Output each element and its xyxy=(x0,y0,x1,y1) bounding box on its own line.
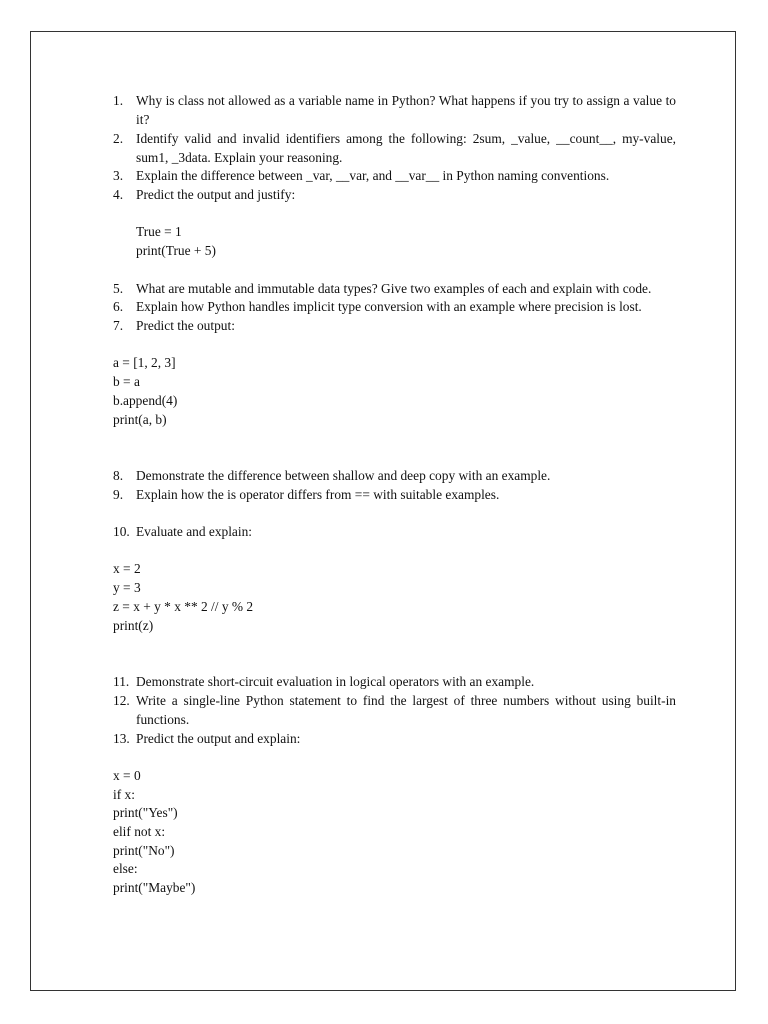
code-line: print("No") xyxy=(113,843,175,858)
question-text: What are mutable and immutable data types? Give two examples of each and explain with code. xyxy=(136,281,652,296)
question-text: Evaluate and explain: xyxy=(136,524,253,539)
question-text: Why is class not allowed as a variable name in Python? What happens if you try to assign a value to it? xyxy=(136,93,676,127)
question-number: 12. xyxy=(113,693,130,708)
question-text: Explain the difference between _var, __var, and __var__ in Python naming conventions. xyxy=(136,168,610,183)
code-line: else: xyxy=(113,861,138,876)
question-number: 5. xyxy=(113,281,124,296)
code-line: z = x + y * x ** 2 // y % 2 xyxy=(113,599,254,614)
code-line: print(a, b) xyxy=(113,412,167,427)
question-number: 7. xyxy=(113,318,124,333)
question-text: Predict the output and justify: xyxy=(136,187,296,202)
code-line: print(True + 5) xyxy=(136,243,216,258)
question-text: Demonstrate short-circuit evaluation in logical operators with an example. xyxy=(136,674,535,689)
code-line: elif not x: xyxy=(113,824,166,839)
code-line: print("Yes") xyxy=(113,805,178,820)
question-number: 3. xyxy=(113,168,124,183)
question-text: Demonstrate the difference between shallow and deep copy with an example. xyxy=(136,468,551,483)
question-text: Explain how Python handles implicit type conversion with an example where precision is lost. xyxy=(136,299,642,314)
question-number: 10. xyxy=(113,524,130,539)
code-line: a = [1, 2, 3] xyxy=(113,355,176,370)
question-number: 2. xyxy=(113,131,124,146)
question-text: Write a single-line Python statement to find the largest of three numbers without using built-in functions. xyxy=(136,693,676,727)
code-line: y = 3 xyxy=(113,580,141,595)
code-line: x = 0 xyxy=(113,768,141,783)
question-text: Predict the output and explain: xyxy=(136,731,301,746)
question-number: 13. xyxy=(113,731,130,746)
question-number: 1. xyxy=(113,93,124,108)
question-number: 6. xyxy=(113,299,124,314)
question-number: 11. xyxy=(113,674,130,689)
code-line: True = 1 xyxy=(136,224,182,239)
code-line: b = a xyxy=(113,374,140,389)
code-line: print("Maybe") xyxy=(113,880,196,895)
question-text: Explain how the is operator differs from == with suitable examples. xyxy=(136,487,500,502)
question-number: 9. xyxy=(113,487,124,502)
question-text: Identify valid and invalid identifiers among the following: 2sum, _value, __count__, my-value, sum1, _3data. Explain your reasoning. xyxy=(136,131,676,165)
code-line: print(z) xyxy=(113,618,154,633)
question-number: 4. xyxy=(113,187,124,202)
question-text: Predict the output: xyxy=(136,318,235,333)
code-line: x = 2 xyxy=(113,561,141,576)
code-line: b.append(4) xyxy=(113,393,178,408)
code-line: if x: xyxy=(113,787,135,802)
question-number: 8. xyxy=(113,468,124,483)
